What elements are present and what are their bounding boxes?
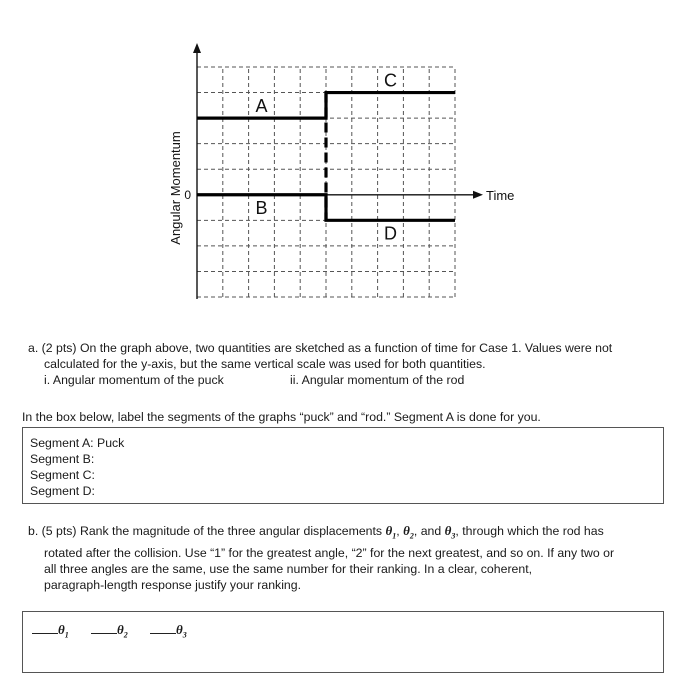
segment-a-line: Segment A: Puck [30, 436, 125, 450]
y-axis-arrow [193, 43, 201, 53]
part-a-line-1: a. (2 pts) On the graph above, two quantities are sketched as a function of time for Case 1. Values were not [28, 341, 613, 355]
segment-d-line: Segment D: [30, 484, 95, 498]
part-a-items [28, 372, 668, 388]
angular-momentum-chart [0, 0, 680, 330]
time-axis-arrow [473, 191, 483, 199]
theta-2-symbol: $\theta_2$ [403, 523, 414, 541]
theta-3-symbol: $\theta_3$ [444, 523, 456, 541]
segment-b-line: Segment B: [30, 452, 95, 466]
segment-answer-box[interactable] [22, 427, 664, 504]
y-axis-label: Angular Momentum [168, 131, 183, 245]
part-b-line-1-start: b. (5 pts) Rank the magnitude of the three angular displacements [28, 524, 383, 538]
part-a-item-ii: ii. Angular momentum of the rod [290, 373, 465, 387]
part-a-line-2: calculated for the y-axis, but the same vertical scale was used for both quantities. [44, 357, 486, 371]
rank-blank-3[interactable] [150, 623, 176, 634]
ranking-answer-box[interactable] [22, 611, 664, 673]
part-b-line-1: b. (5 pts) Rank the magnitude of the three angular displacements $\theta_1$, $\theta_2$, and $\theta_3$, through which the rod has [28, 523, 604, 541]
part-b-line-2: rotated after the collision. Use “1” for the greatest angle, “2” for the next greatest, and so on. If any two or [44, 545, 615, 560]
part-b-and: and [420, 524, 442, 538]
part-b-line-3: all three angles are the same, use the same number for their ranking. In a clear, coherent, [44, 561, 533, 576]
segment-label-c: C [384, 70, 397, 91]
rank-theta-3[interactable]: $\theta_3$ [150, 621, 187, 638]
part-b-line-4: paragraph-length response justify your ranking. [44, 577, 302, 592]
segment-label-a: A [255, 96, 268, 117]
part-a-item-i: i. Angular momentum of the puck [44, 373, 224, 387]
rank-theta-2[interactable]: $\theta_2$ [91, 621, 128, 638]
y-tick-label-zero: 0 [184, 187, 191, 202]
segment-c-line: Segment C: [30, 468, 95, 482]
segment-label-d: D [384, 223, 397, 244]
part-a-question [28, 340, 668, 388]
rank-blank-1[interactable] [32, 623, 58, 634]
rank-blank-2[interactable] [91, 623, 117, 634]
segment-label-b: B [255, 197, 268, 218]
part-b-line-1-end: , through which the rod has [455, 524, 604, 538]
rank-theta-1[interactable]: $\theta_1$ [32, 621, 69, 638]
segment-instruction: In the box below, label the segments of the graphs “puck” and “rod.” Segment A is done for you. [22, 410, 541, 424]
x-axis-label: Time [486, 187, 515, 203]
part-b-question [28, 523, 668, 593]
theta-1-symbol: $\theta_1$ [385, 523, 397, 541]
